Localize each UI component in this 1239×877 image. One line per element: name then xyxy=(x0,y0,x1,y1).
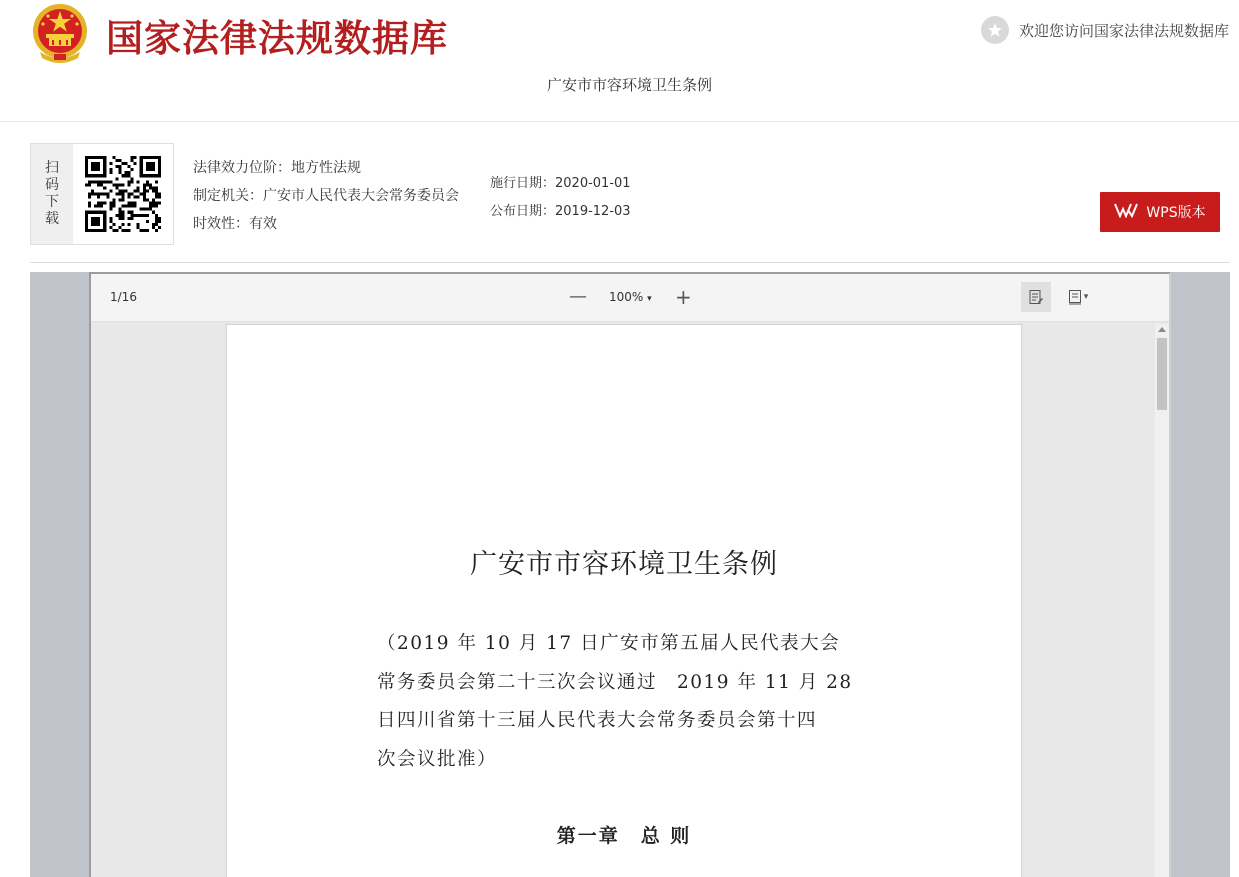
scan-label-char: 扫 xyxy=(45,160,59,176)
effective-date: 施行日期：2020-01-01 xyxy=(490,176,631,191)
zoom-out-button[interactable]: — xyxy=(569,286,587,307)
scroll-up-arrow-icon[interactable] xyxy=(1158,327,1166,332)
page-indicator: 1/16 xyxy=(110,290,137,304)
adoption-line: 常务委员会第二十三次会议通过 2019 年 11 月 28 xyxy=(377,671,853,693)
adoption-line: 日四川省第十三届人民代表大会常务委员会第十四 xyxy=(377,710,818,731)
page-view-dropdown-button[interactable] xyxy=(1061,282,1095,312)
page-title: 广安市市容环境卫生条例 xyxy=(470,549,778,580)
zoom-in-button[interactable]: + xyxy=(675,285,692,309)
scrollbar-thumb[interactable] xyxy=(1157,338,1167,410)
wps-button-label: WPS版本 xyxy=(1146,205,1206,221)
viewer-toolbar xyxy=(91,274,1169,322)
scan-label-char: 下 xyxy=(45,194,59,210)
caret-down-icon: ▾ xyxy=(647,294,652,304)
zoom-level-dropdown[interactable] xyxy=(609,290,652,304)
scan-download-box xyxy=(30,143,174,245)
national-emblem-icon[interactable] xyxy=(30,2,90,64)
page-view-icon xyxy=(1068,289,1082,305)
scan-download-label xyxy=(31,144,73,244)
welcome-area xyxy=(981,16,1229,44)
scan-label-char: 载 xyxy=(45,211,59,227)
issuing-authority: 制定机关：广安市人民代表大会常务委员会 xyxy=(193,188,459,204)
adoption-line: （2019 年 10 月 17 日广安市第五届人民代表大会 xyxy=(377,633,841,654)
adoption-note xyxy=(377,625,877,779)
validity-status: 时效性：有效 xyxy=(193,216,277,232)
document-viewer xyxy=(89,272,1171,877)
zoom-level: 100% xyxy=(609,290,644,304)
wps-version-button[interactable] xyxy=(1100,192,1220,232)
effect-level: 法律效力位阶：地方性法规 xyxy=(193,160,361,176)
star-icon[interactable] xyxy=(981,16,1009,44)
scan-label-char: 码 xyxy=(45,177,59,193)
document-heading: 广安市市容环境卫生条例 xyxy=(546,76,712,94)
section-divider xyxy=(30,262,1230,263)
vertical-scrollbar[interactable] xyxy=(1155,324,1169,877)
qr-code[interactable] xyxy=(73,144,173,244)
text-select-tool-button[interactable] xyxy=(1021,282,1051,312)
text-tool-icon xyxy=(1028,289,1044,305)
site-header xyxy=(0,0,1239,122)
wps-icon xyxy=(1114,202,1138,222)
chapter-heading: 第一章 总 则 xyxy=(556,825,692,847)
site-title[interactable]: 国家法律法规数据库 xyxy=(106,17,448,60)
welcome-text: 欢迎您访问国家法律法规数据库 xyxy=(1018,21,1229,40)
publish-date: 公布日期：2019-12-03 xyxy=(490,204,631,219)
adoption-line: 次会议批准） xyxy=(377,748,498,770)
document-page xyxy=(226,324,1022,877)
caret-down-icon: ▾ xyxy=(1083,292,1089,302)
